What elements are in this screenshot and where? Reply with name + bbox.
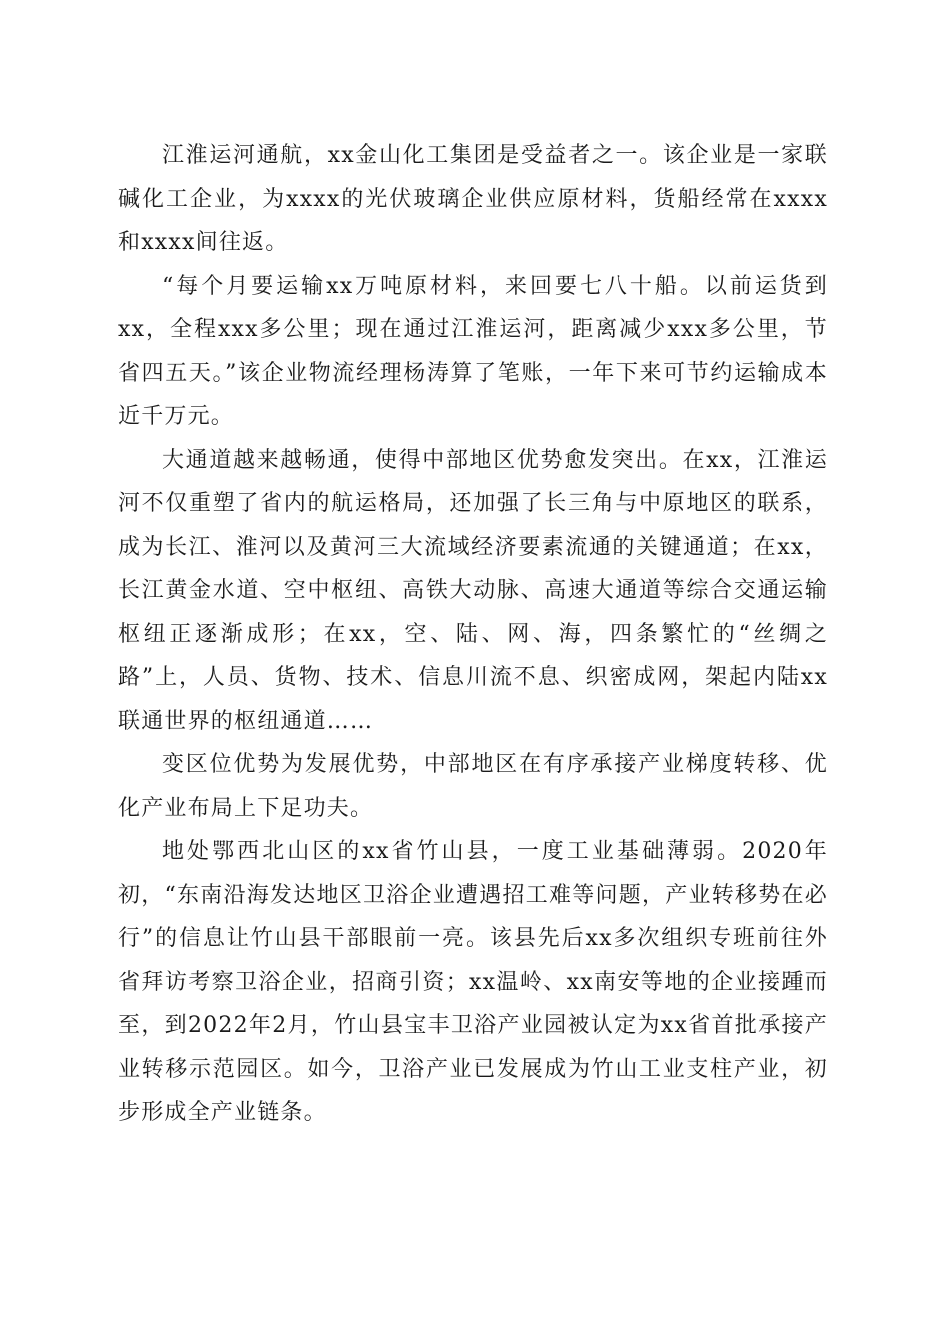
paragraph-5: 地处鄂西北山区的xx省竹山县，一度工业基础薄弱。2020年初，“东南沿海发达地区卫浴企业遭遇招工难等问题，产业转移势在必行”的信息让竹山县干部眼前一亮。该县先后xx多次组织专班前往外省拜访考察卫浴企业，招商引资；xx温岭、xx南安等地的企业接踵而至，到2022年2月，竹山县宝丰卫浴产业园被认定为xx省首批承接产业转移示范园区。如今，卫浴产业已发展成为竹山工业支柱产业，初步形成全产业链条。 (118, 839, 828, 1125)
paragraph-4: 变区位优势为发展优势，中部地区在有序承接产业梯度转移、优化产业布局上下足功夫。 (118, 752, 828, 821)
document-page (118, 134, 828, 1135)
paragraph-1: 江淮运河通航，xx金山化工集团是受益者之一。该企业是一家联碱化工企业，为xxxx的光伏玻璃企业供应原材料，货船经常在xxxx和xxxx间往返。 (118, 143, 828, 255)
paragraph-2: “每个月要运输xx万吨原材料，来回要七八十船。以前运货到xx，全程xxx多公里；现在通过江淮运河，距离减少xxx多公里，节省四五天。”该企业物流经理杨涛算了笔账，一年下来可节约运输成本近千万元。 (118, 273, 828, 429)
paragraph-3: 大通道越来越畅通，使得中部地区优势愈发突出。在xx，江淮运河不仅重塑了省内的航运格局，还加强了长三角与中原地区的联系，成为长江、淮河以及黄河三大流域经济要素流通的关键通道；在xx，长江黄金水道、空中枢纽、高铁大动脉、高速大通道等综合交通运输枢纽正逐渐成形；在xx，空、陆、网、海，四条繁忙的“丝绸之路”上，人员、货物、技术、信息川流不息、织密成网，架起内陆xx联通世界的枢纽通道…… (118, 447, 828, 734)
